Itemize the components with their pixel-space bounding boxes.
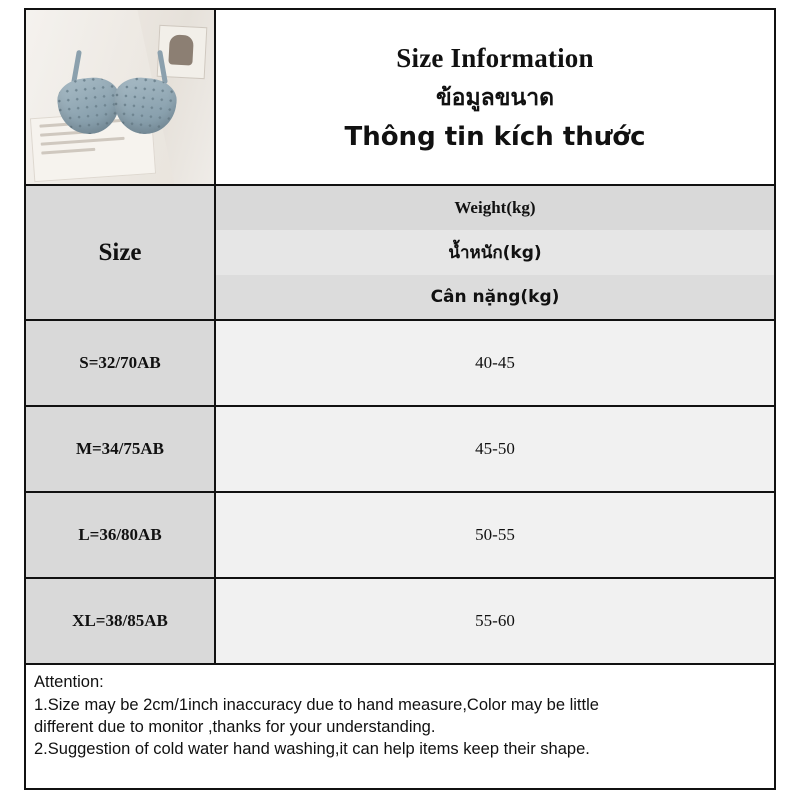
title-english: Size Information [396,42,594,73]
size-cell: S=32/70AB [26,321,216,405]
attention-line-1: 1.Size may be 2cm/1inch inaccuracy due to hand measure,Color may be little [34,696,599,715]
table-row [26,493,774,579]
attention-notes [26,665,774,788]
weight-header-thai: น้ำหนัก(kg) [216,230,774,274]
attention-title: Attention: [34,673,104,691]
weight-header-vietnamese: Cân nặng(kg) [216,275,774,319]
size-cell: L=36/80AB [26,493,216,577]
column-header-row [26,186,774,321]
chart-title-cell [216,10,774,184]
bra-cup-left [55,75,123,137]
table-row [26,407,774,493]
table-row [26,579,774,665]
table-row [26,321,774,407]
weight-column-header [216,186,774,319]
title-vietnamese: Thông tin kích thước [344,121,646,152]
bra-illustration [52,50,192,140]
size-chart-table [24,8,776,790]
product-photo-cell [26,10,216,184]
chart-header-row [26,10,774,186]
size-cell: XL=38/85AB [26,579,216,663]
title-thai: ข้อมูลขนาด [435,84,555,111]
weight-cell: 50-55 [216,493,774,577]
attention-line-2: 2.Suggestion of cold water hand washing,it can help items keep their shape. [34,740,590,759]
weight-cell: 55-60 [216,579,774,663]
weight-header-english: Weight(kg) [216,186,774,230]
weight-cell: 45-50 [216,407,774,491]
attention-line-1-cont: different due to monitor ,thanks for your understanding. [34,718,436,737]
bra-cup-right [111,75,179,137]
size-column-header: Size [26,186,216,319]
size-cell: M=34/75AB [26,407,216,491]
weight-cell: 40-45 [216,321,774,405]
paper-line [41,148,95,155]
